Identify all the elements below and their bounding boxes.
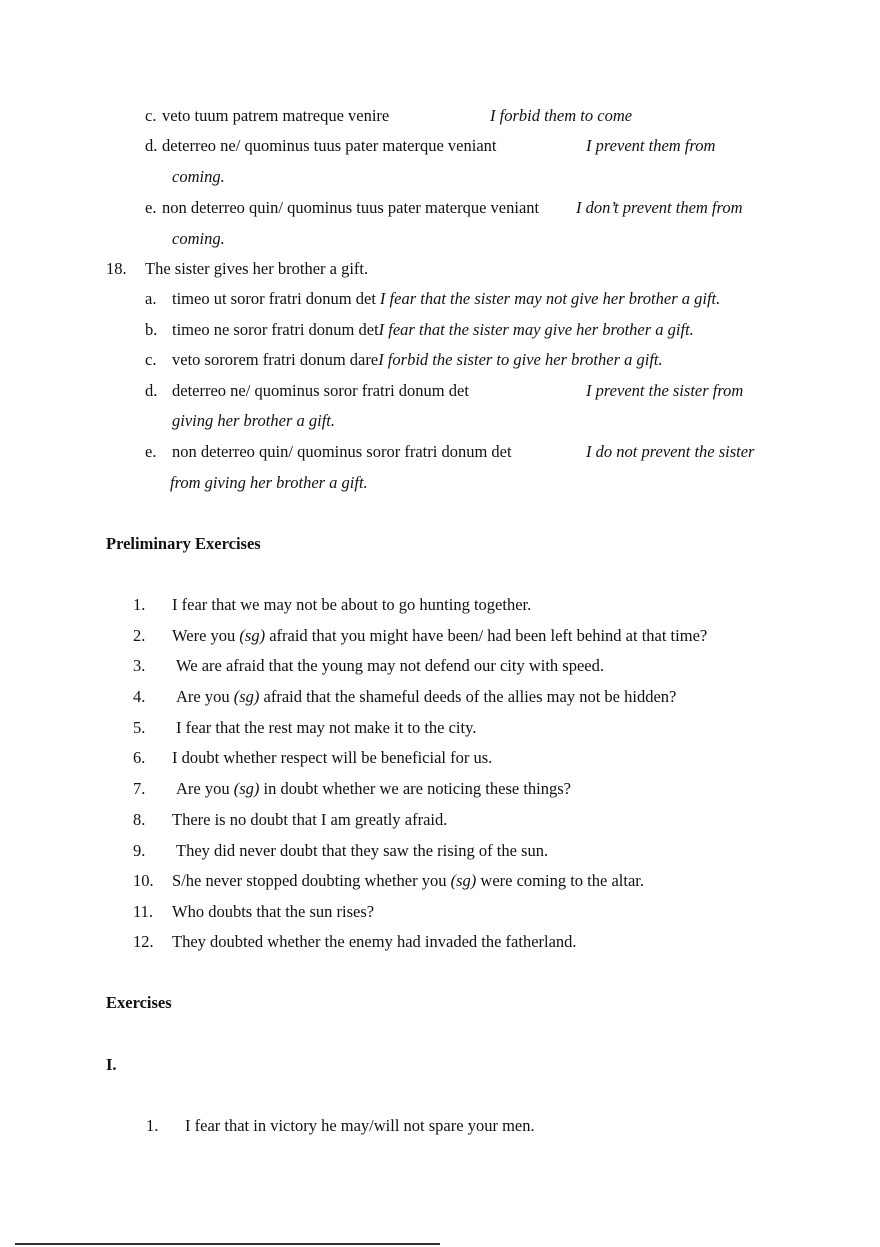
item-text [172,810,447,830]
singular-marker: (sg) [239,626,266,645]
singular-marker: (sg) [450,871,477,890]
item-text [176,656,604,676]
subitem-line [172,320,694,340]
section-number: I. [106,1055,117,1074]
text-part: I fear that the rest may not make it to the city. [176,718,477,737]
english-translation: I forbid the sister to give her brother a gift. [378,350,663,369]
item-number: 10. [133,871,154,890]
singular-marker: (sg) [233,687,260,706]
item-number: 5. [133,718,146,737]
subitem-line [172,289,720,309]
item-label: d. [145,136,158,155]
latin-text: non deterreo quin/ quominus soror fratri donum det [172,442,512,461]
latin-text: deterreo ne/ quominus soror fratri donum det [172,381,469,400]
latin-text: non deterreo quin/ quominus tuus pater materque veniant [162,198,540,217]
item-sentence: The sister gives her brother a gift. [145,259,369,278]
text-part: I fear that we may not be about to go hunting together. [172,595,532,614]
item-text [172,902,374,922]
latin-text: deterreo ne/ quominus tuus pater materque veniant [162,136,497,155]
item-label: a. [145,289,157,308]
item-label: e. [145,198,157,217]
english-translation: I prevent them from [586,136,716,155]
text-part: Who doubts that the sun rises? [172,902,375,921]
text-part: afraid that the shameful deeds of the allies may not be hidden? [259,687,677,706]
text-part: We are afraid that the young may not defend our city with speed. [176,656,604,675]
item-number: 7. [133,779,146,798]
latin-text: timeo ut soror fratri donum det [172,289,376,308]
preliminary-exercises-heading: Preliminary Exercises [106,534,261,553]
text-part: in doubt whether we are noticing these things? [259,779,571,798]
item-text [176,687,676,707]
latin-text: veto sororem fratri donum dare [172,350,379,369]
text-part: I doubt whether respect will be beneficial for us. [172,748,493,767]
english-translation: I don’t prevent them from [576,198,743,217]
english-translation: I do not prevent the sister [586,442,755,461]
item-number: 6. [133,748,146,767]
english-translation: I fear that the sister may not give her brother a gift. [379,289,721,308]
subitem-line [172,350,663,370]
footnote-separator [15,1243,440,1245]
item-label: b. [145,320,158,339]
item-number: 2. [133,626,146,645]
english-translation-cont: coming. [172,229,225,248]
item-number: 1. [146,1116,159,1135]
item-number: 8. [133,810,146,829]
item-text [172,626,707,646]
english-translation-cont: from giving her brother a gift. [170,473,368,492]
item-number: 18. [106,259,127,278]
text-part: They doubted whether the enemy had invaded the fatherland. [172,932,577,951]
item-number: 4. [133,687,146,706]
text-part: There is no doubt that I am greatly afraid. [172,810,448,829]
item-number: 11. [133,902,154,921]
item-text: I fear that in victory he may/will not spare your men. [185,1116,535,1135]
english-translation-cont: giving her brother a gift. [172,411,336,430]
text-part: were coming to the altar. [476,871,644,890]
text-part: Are you [176,687,234,706]
item-text [172,932,577,952]
item-text [176,841,548,861]
item-text [172,871,644,891]
item-text [176,718,476,738]
item-text [172,748,492,768]
item-text [172,595,531,615]
item-label: c. [145,350,157,369]
singular-marker: (sg) [233,779,260,798]
item-number: 1. [133,595,146,614]
english-translation: I fear that the sister may give her brother a gift. [378,320,694,339]
item-label: d. [145,381,158,400]
item-number: 3. [133,656,146,675]
english-translation: I prevent the sister from [586,381,744,400]
english-translation-cont: coming. [172,167,225,186]
item-label: c. [145,106,157,125]
latin-text: timeo ne soror fratri donum det [172,320,379,339]
text-part: afraid that you might have been/ had been left behind at that time? [265,626,708,645]
item-number: 12. [133,932,154,951]
text-part: Were you [172,626,240,645]
text-part: S/he never stopped doubting whether you [172,871,451,890]
exercises-heading: Exercises [106,993,172,1012]
english-translation: I forbid them to come [490,106,633,125]
item-text [176,779,571,799]
item-number: 9. [133,841,146,860]
latin-text: veto tuum patrem matreque venire [162,106,390,125]
item-label: e. [145,442,157,461]
text-part: Are you [176,779,234,798]
text-part: They did never doubt that they saw the rising of the sun. [176,841,549,860]
